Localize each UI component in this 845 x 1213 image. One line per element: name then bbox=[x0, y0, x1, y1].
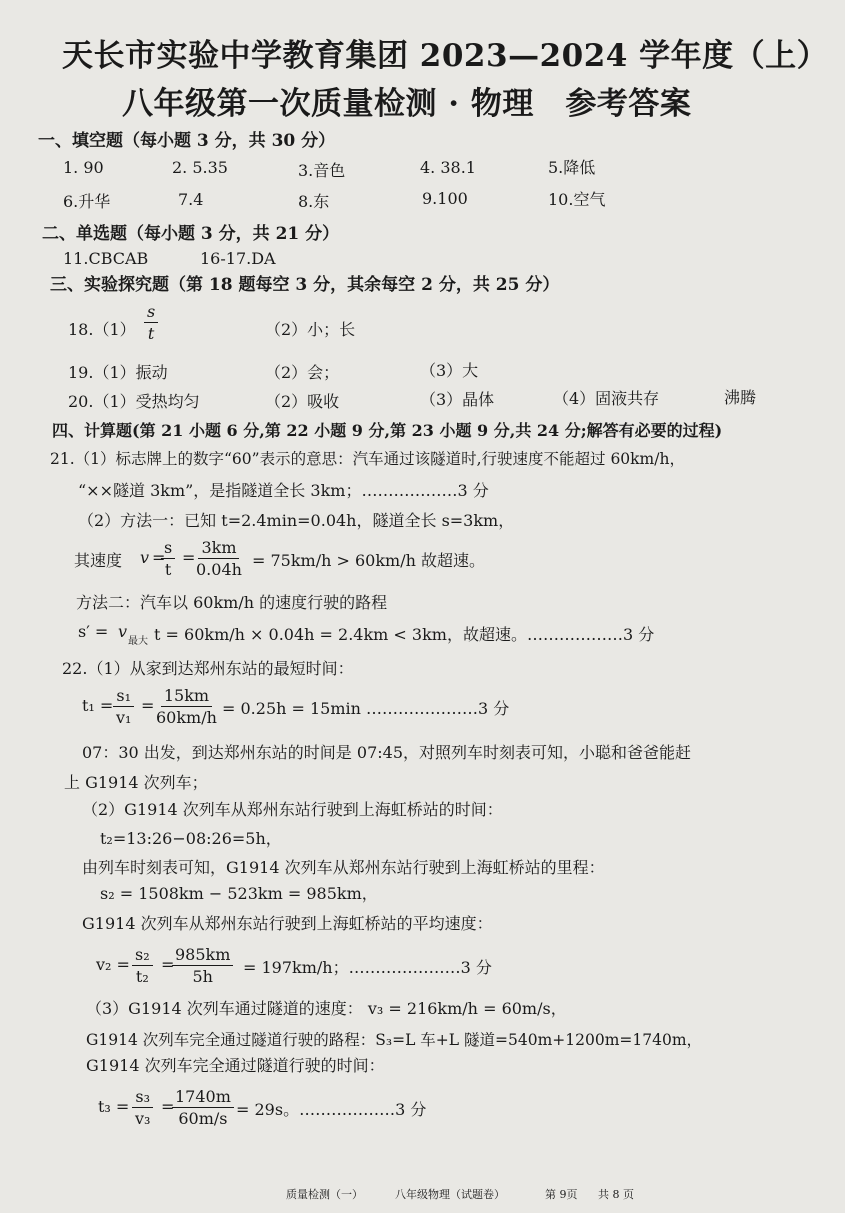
footer-subject: 八年级物理（试题卷） bbox=[395, 1188, 505, 1201]
q22-equals: = bbox=[141, 696, 155, 715]
q22-line-g: 由列车时刻表可知，G1914 次列车从郑州东站行驶到上海虹桥站的里程： bbox=[82, 858, 605, 877]
q22-v2-label: v₂ = bbox=[96, 955, 130, 974]
q22-t1-label: t₁ = bbox=[82, 696, 114, 715]
q18-fraction-denominator: t bbox=[147, 324, 155, 343]
q22-t3-result: = 29s。………………3 分 bbox=[236, 1100, 427, 1119]
q21-distance-symbol: s′ = bbox=[78, 622, 109, 641]
q21-distance-result: t = 60km/h × 0.04h = 2.4km < 3km，故超速。………………3 分 bbox=[154, 625, 655, 644]
q21-fraction-1 bbox=[161, 538, 175, 581]
q22-line-c: 07：30 出发，到达郑州东站的时间是 07:45，对照列车时刻表可知，小聪和爸爸能赶 bbox=[82, 743, 692, 762]
answer-8: 8.东 bbox=[298, 192, 330, 211]
q18-number: 18.（1） bbox=[68, 320, 136, 339]
q22-fraction-5 bbox=[132, 1087, 153, 1130]
q21-fraction-1-denominator: t bbox=[164, 560, 172, 579]
q22-equals-3: = bbox=[161, 1097, 175, 1116]
q18-fraction-numerator: s bbox=[144, 302, 158, 323]
q22-fraction-6-numerator: 1740m bbox=[172, 1087, 234, 1108]
q22-line-h: s₂ = 1508km − 523km = 985km， bbox=[100, 884, 378, 903]
q21-equals-2: = bbox=[182, 548, 196, 567]
q18-part-2: （2）小；长 bbox=[265, 320, 356, 339]
q21-speed-label: 其速度 bbox=[74, 551, 123, 570]
q22-line-d: 上 G1914 次列车； bbox=[64, 773, 208, 792]
title-line-1: 天长市实验中学教育集团 2023—2024 学年度（上） bbox=[62, 38, 829, 74]
q22-line-m: G1914 次列车完全通过隧道行驶的时间： bbox=[86, 1056, 385, 1075]
q21-vmax-symbol: v bbox=[118, 622, 128, 641]
q21-fraction-2-numerator: 3km bbox=[198, 538, 239, 559]
q22-line-k: （3）G1914 次列车通过隧道的速度： v₃ = 216km/h = 60m/s， bbox=[86, 999, 567, 1018]
q21-speed-symbol: v bbox=[140, 548, 150, 567]
q21-method-2: 方法二：汽车以 60km/h 的速度行驶的路程 bbox=[76, 593, 388, 612]
q22-fraction-4 bbox=[172, 945, 233, 988]
q22-fraction-1 bbox=[113, 686, 134, 729]
q22-fraction-3-denominator: t₂ bbox=[135, 967, 149, 986]
q22-fraction-1-denominator: v₁ bbox=[116, 708, 132, 727]
section-1-heading: 一、填空题（每小题 3 分，共 30 分） bbox=[38, 131, 336, 151]
q20-part-4: （4）固液共存 bbox=[553, 389, 660, 408]
answer-16-17: 16-17.DA bbox=[200, 249, 276, 268]
q21-line-c: （2）方法一：已知 t=2.4min=0.04h，隧道全长 s=3km， bbox=[78, 511, 515, 530]
section-2-heading: 二、单选题（每小题 3 分，共 21 分） bbox=[42, 224, 340, 244]
title-line-2: 八年级第一次质量检测 · 物理 参考答案 bbox=[122, 86, 692, 122]
q22-line-e: （2）G1914 次列车从郑州东站行驶到上海虹桥站的时间： bbox=[82, 800, 503, 819]
answer-11-15: 11.CBCAB bbox=[63, 249, 149, 268]
q22-fraction-3-numerator: s₂ bbox=[132, 945, 153, 966]
q22-fraction-2 bbox=[153, 686, 220, 729]
answer-5: 5.降低 bbox=[548, 158, 596, 177]
q22-t3-label: t₃ = bbox=[98, 1097, 130, 1116]
q22-fraction-5-denominator: v₃ bbox=[135, 1109, 151, 1128]
q22-fraction-2-denominator: 60km/h bbox=[156, 708, 217, 727]
q22-line-f: t₂=13:26−08:26=5h， bbox=[100, 829, 282, 848]
q21-line-a: 21.（1）标志牌上的数字“60”表示的意思：汽车通过该隧道时,行驶速度不能超过 60km/h， bbox=[50, 450, 685, 468]
q22-fraction-4-numerator: 985km bbox=[172, 945, 233, 966]
q19-part-1: 19.（1）振动 bbox=[68, 363, 168, 382]
q21-vmax-subscript: 最大 bbox=[128, 636, 148, 647]
q22-fraction-5-numerator: s₃ bbox=[132, 1087, 153, 1108]
q20-part-5: 沸腾 bbox=[724, 388, 757, 407]
section-3-heading: 三、实验探究题（第 18 题每空 3 分，其余每空 2 分，共 25 分） bbox=[50, 275, 560, 295]
answer-2: 2. 5.35 bbox=[172, 158, 228, 177]
answer-10: 10.空气 bbox=[548, 190, 606, 209]
q22-fraction-2-numerator: 15km bbox=[161, 686, 212, 707]
answer-4: 4. 38.1 bbox=[420, 158, 476, 177]
q22-equals-2: = bbox=[161, 955, 175, 974]
q21-fraction-2 bbox=[193, 538, 245, 581]
q21-line-b: “××隧道 3km”，是指隧道全长 3km；………………3 分 bbox=[78, 481, 489, 500]
q22-line-i: G1914 次列车从郑州东站行驶到上海虹桥站的平均速度： bbox=[82, 914, 493, 933]
q19-part-2: （2）会； bbox=[265, 363, 340, 382]
q22-line-a: 22.（1）从家到达郑州东站的最短时间： bbox=[62, 659, 354, 678]
q22-fraction-3 bbox=[132, 945, 153, 988]
q22-fraction-6-denominator: 60m/s bbox=[178, 1109, 228, 1128]
footer-page-number: 第 9页 bbox=[545, 1188, 578, 1201]
q20-part-2: （2）吸收 bbox=[265, 392, 340, 411]
q22-line-l: G1914 次列车完全通过隧道行驶的路程：S₃=L 车+L 隧道=540m+1200m=1740m， bbox=[86, 1031, 703, 1049]
q22-t1-result: = 0.25h = 15min …………………3 分 bbox=[222, 699, 510, 718]
footer-exam-name: 质量检测（一） bbox=[286, 1188, 363, 1201]
q19-part-3: （3）大 bbox=[420, 361, 479, 380]
answer-9: 9.100 bbox=[422, 189, 468, 208]
q22-fraction-6 bbox=[172, 1087, 234, 1130]
q22-fraction-1-numerator: s₁ bbox=[113, 686, 134, 707]
q21-speed-result: = 75km/h > 60km/h 故超速。 bbox=[252, 551, 486, 570]
q22-v2-result: = 197km/h；…………………3 分 bbox=[243, 958, 492, 977]
answer-7: 7.4 bbox=[178, 190, 204, 209]
footer-page-total: 共 8 页 bbox=[598, 1188, 634, 1201]
q21-fraction-2-denominator: 0.04h bbox=[196, 560, 242, 579]
q18-fraction bbox=[144, 302, 158, 345]
q21-equals-1: = bbox=[152, 548, 166, 567]
q20-part-1: 20.（1）受热均匀 bbox=[68, 392, 200, 411]
answer-6: 6.升华 bbox=[63, 192, 111, 211]
q21-fraction-1-numerator: s bbox=[161, 538, 175, 559]
answer-1: 1. 90 bbox=[63, 158, 104, 177]
q22-fraction-4-denominator: 5h bbox=[192, 967, 213, 986]
answer-3: 3.音色 bbox=[298, 161, 346, 180]
q20-part-3: （3）晶体 bbox=[420, 390, 495, 409]
section-4-heading: 四、计算题(第 21 小题 6 分,第 22 小题 9 分,第 23 小题 9 分,共 24 分;解答有必要的过程) bbox=[52, 421, 723, 440]
